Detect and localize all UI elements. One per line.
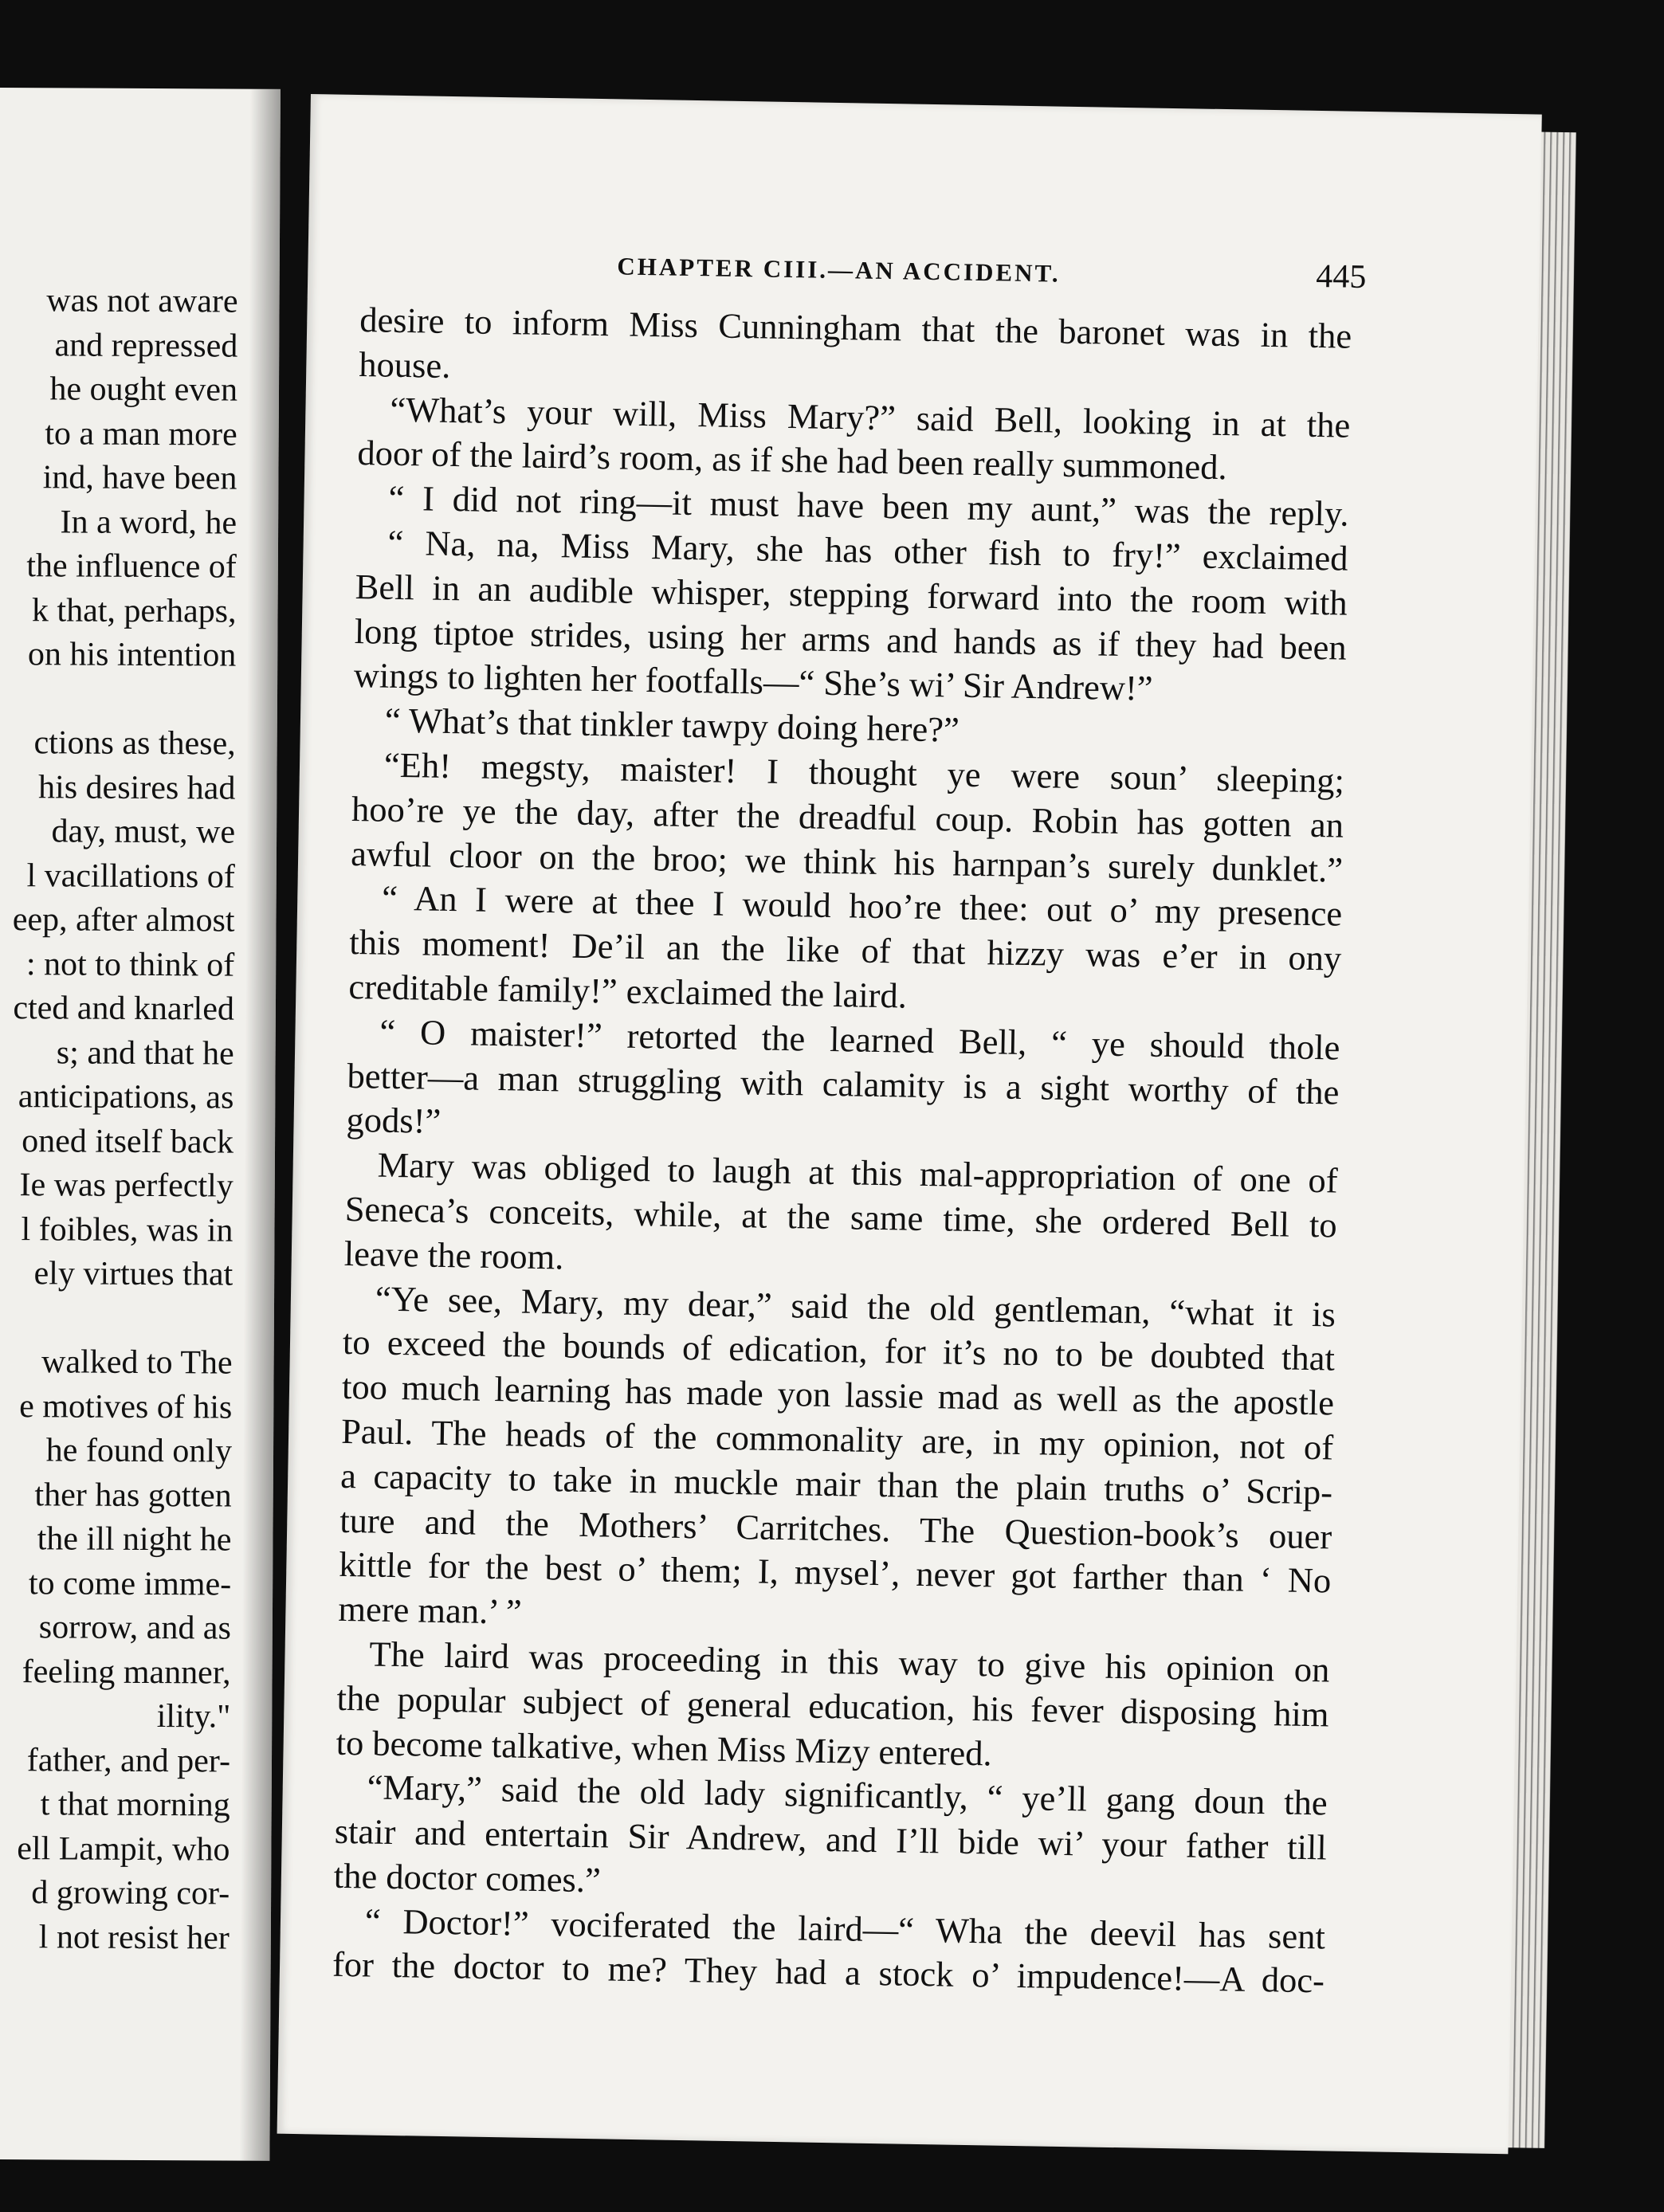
facing-page-line: the influence of [26,547,237,586]
text-line: “ Doctor!” vociferated the laird—“ Wha the deevil has sent [364,1900,1326,1957]
facing-page-line: : not to think of [26,945,235,984]
book-gutter-shadow [239,89,281,2161]
facing-page-line: ely virtues that [33,1255,234,1293]
page-number: 445 [1315,257,1367,296]
facing-page-line: sorrow, and as [38,1609,232,1647]
text-line: the doctor comes.” [333,1855,602,1900]
text-line: kittle for the best o’ them; I, mysel’, never got farther than ‘ No [338,1544,1332,1601]
facing-page-line: the ill night he [37,1520,232,1559]
facing-page-line: s; and that he [56,1033,234,1073]
facing-page-line: ility." [156,1698,231,1735]
text-line: this moment! De’il an the like of that hizzy was e’er in ony [348,922,1342,979]
facing-page-line: oned itself back [22,1122,234,1161]
facing-page-line: eep, after almost [12,901,235,939]
facing-page-line: day, must, we [51,813,236,851]
facing-page-line: l vacillations of [26,857,235,896]
facing-page-line: Ie was perfectly [19,1167,234,1205]
text-line: the popular subject of general education, his fever disposing him [336,1677,1329,1735]
facing-page-line [0,1295,233,1342]
page-body-text [332,298,1352,2004]
text-line: “ I did not ring—it must have been my aunt,” was the reply. [388,477,1349,534]
text-line: gods!” [346,1100,442,1142]
facing-page-line: ell Lampit, who [17,1830,230,1869]
facing-page-line: to a man more [45,414,237,453]
facing-page-line: ind, have been [42,459,237,497]
text-line: Paul. The heads of the commonality are, in my opinion, not of [340,1410,1334,1468]
facing-page-line [0,676,236,723]
text-line: wings to lighten her footfalls—“ She’s wi’ Sir Andrew!” [353,655,1153,708]
running-head: CHAPTER CIII.—AN ACCIDENT. [617,252,1061,288]
facing-page-line: he found only [45,1432,233,1470]
text-line: for the doctor to me? They had a stock o’ impudence!—A doc- [332,1944,1325,2001]
text-line: hoo’re ye the day, after the dreadful coup. Robin has gotten an [351,788,1344,845]
facing-page-line: d growing cor- [31,1874,230,1912]
text-line: a capacity to take in muckle mair than the plain truths o’ Scrip- [339,1455,1333,1512]
facing-page-line: l foibles, was in [21,1210,234,1249]
facing-page-line: feeling manner, [22,1653,231,1692]
facing-page-line: cted and knarled [13,990,235,1028]
text-line: house. [358,343,451,386]
text-line: “Ye see, Mary, my dear,” said the old gentleman, “what it is [375,1278,1336,1335]
text-line: desire to inform Miss Cunningham that the baronet was in the [359,300,1352,356]
text-line: door of the laird’s room, as if she had been really summoned. [357,433,1228,488]
facing-page-line: e motives of his [19,1387,233,1426]
facing-page-line: to come imme- [28,1564,232,1603]
text-line: Bell in an audible whisper, stepping forward into the room with [355,566,1348,623]
facing-page-line: was not aware [46,282,238,320]
text-line: The laird was proceeding in this way to give his opinion on [369,1634,1330,1690]
facing-page-line: on his intention [27,636,237,674]
facing-page-line: t that morning [40,1786,230,1824]
text-line: stair and entertain Sir Andrew, and I’ll bide wi’ your father till [334,1810,1328,1868]
text-line: Mary was obliged to laugh at this mal-appropriation of one of [377,1144,1338,1201]
text-line: “Eh! megsty, maister! I thought ye were soun’ sleeping; [383,744,1345,801]
facing-page-line: father, and per- [26,1741,231,1780]
facing-page-line: he ought even [49,371,238,409]
text-line: too much learning has made yon lassie mad as well as the apostle [341,1366,1335,1423]
facing-page-line: ther has gotten [34,1476,232,1515]
text-line: creditable family!” exclaimed the laird. [348,966,908,1016]
text-line: long tiptoe strides, using her arms and hands as if they had been [354,610,1348,668]
text-line: “Mary,” said the old lady significantly, “ ye’ll gang doun the [367,1767,1328,1823]
text-line: leave the room. [343,1233,564,1277]
facing-page-line: anticipations, as [18,1078,234,1116]
book-page-445 [277,94,1542,2154]
text-line: “ Na, na, Miss Mary, she has other fish to fry!” exclaimed [387,522,1348,578]
text-line: “ O maister!” retorted the learned Bell, “ ye should thole [379,1011,1340,1068]
text-line: better—a man struggling with calamity is a sight worthy of the [347,1055,1340,1112]
facing-page-line: l not resist her [38,1918,230,1957]
text-line: ture and the Mothers’ Carritches. The Question-book’s ouer [339,1500,1332,1557]
facing-page-line: and repressed [54,326,238,365]
text-line: mere man.’ ” [338,1588,523,1632]
facing-page-line: In a word, he [60,503,237,542]
facing-page-line: his desires had [37,768,236,807]
facing-page-line: k that, perhaps, [31,591,237,630]
text-line: “ What’s that tinkler tawpy doing here?” [384,700,960,750]
text-line: “ An I were at thee I would hoo’re thee: out o’ my presence [381,877,1343,934]
text-line: Seneca’s conceits, while, at the same time, she ordered Bell to [344,1188,1338,1245]
facing-page-line: ctions as these, [33,724,236,763]
facing-page-left [0,88,281,2161]
facing-page-text [0,277,238,1960]
text-line: awful cloor on the broo; we think his harnpan’s surely dunklet.” [350,833,1344,890]
text-line: “What’s your will, Miss Mary?” said Bell, looking in at the [390,389,1351,445]
text-line: to exceed the bounds of edication, for it’s no to be doubted that [342,1322,1336,1379]
facing-page-line: walked to The [41,1343,233,1382]
text-line: to become talkative, when Miss Mizy entered. [336,1722,993,1773]
